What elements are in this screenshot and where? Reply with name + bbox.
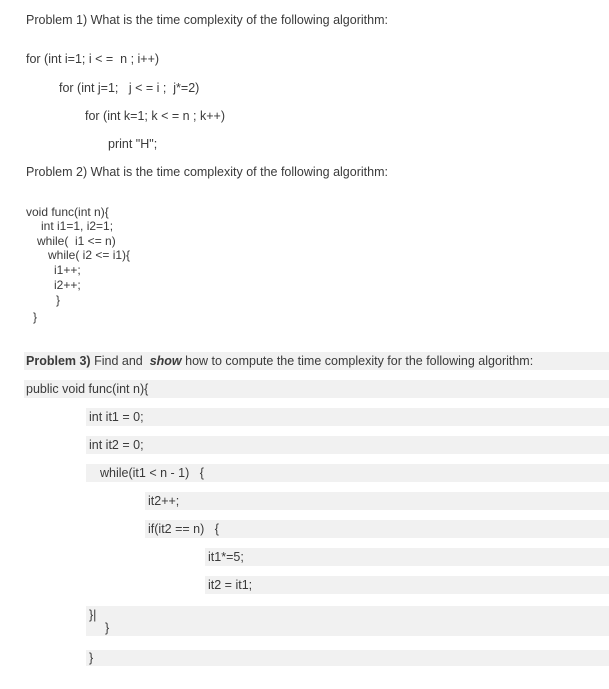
p3-band-5 bbox=[145, 492, 609, 510]
p2-code-line-3: while( i1 <= n) bbox=[37, 234, 116, 248]
p3-band-10 bbox=[86, 650, 609, 666]
p3-code-line-7: it1*=5; bbox=[208, 550, 244, 564]
p3-code-line-10: } bbox=[105, 621, 110, 635]
p3-band-2 bbox=[86, 408, 609, 426]
p3-code-line-2: int it1 = 0; bbox=[89, 410, 144, 424]
problem3-text-after: how to compute the time complexity for the following algorithm: bbox=[181, 354, 534, 368]
p3-band-7 bbox=[205, 548, 609, 566]
p3-code-line-4: while(it1 < n - 1) { bbox=[100, 466, 204, 480]
p3-code-line-5: it2++; bbox=[148, 494, 180, 508]
p3-code-line-8: it2 = it1; bbox=[208, 578, 253, 592]
p2-code-line-1: void func(int n){ bbox=[26, 205, 109, 219]
p2-code-line-2: int i1=1, i2=1; bbox=[41, 219, 114, 233]
p1-code-line-4: print "H"; bbox=[108, 137, 158, 151]
problem3-label: Problem 3) bbox=[26, 354, 91, 368]
problem2-heading: Problem 2) What is the time complexity of the following algorithm: bbox=[26, 165, 388, 179]
problem3-heading bbox=[26, 354, 533, 369]
p2-code-line-4: while( i2 <= i1){ bbox=[48, 248, 131, 262]
p3-code-line-9: }| bbox=[89, 608, 97, 622]
p3-code-line-6: if(it2 == n) { bbox=[148, 522, 219, 536]
problem3-emphasis: show bbox=[149, 354, 182, 368]
p1-code-line-2: for (int j=1; j < = i ; j*=2) bbox=[59, 81, 200, 95]
p2-code-line-7: } bbox=[56, 293, 61, 307]
problem3-text-before: Find and bbox=[90, 354, 150, 368]
p2-code-line-5: i1++; bbox=[54, 263, 81, 277]
p2-code-line-8: } bbox=[33, 310, 38, 324]
p1-code-line-3: for (int k=1; k < = n ; k++) bbox=[85, 109, 225, 123]
p2-code-line-6: i2++; bbox=[54, 278, 81, 292]
p3-code-line-11: } bbox=[89, 651, 94, 665]
p3-band-3 bbox=[86, 436, 609, 454]
p3-code-line-1: public void func(int n){ bbox=[26, 382, 149, 396]
p3-code-line-3: int it2 = 0; bbox=[89, 438, 144, 452]
p3-band-8 bbox=[205, 576, 609, 594]
problem1-heading: Problem 1) What is the time complexity of the following algorithm: bbox=[26, 13, 388, 27]
p3-band-9 bbox=[86, 606, 609, 636]
p1-code-line-1: for (int i=1; i < = n ; i++) bbox=[26, 52, 160, 66]
